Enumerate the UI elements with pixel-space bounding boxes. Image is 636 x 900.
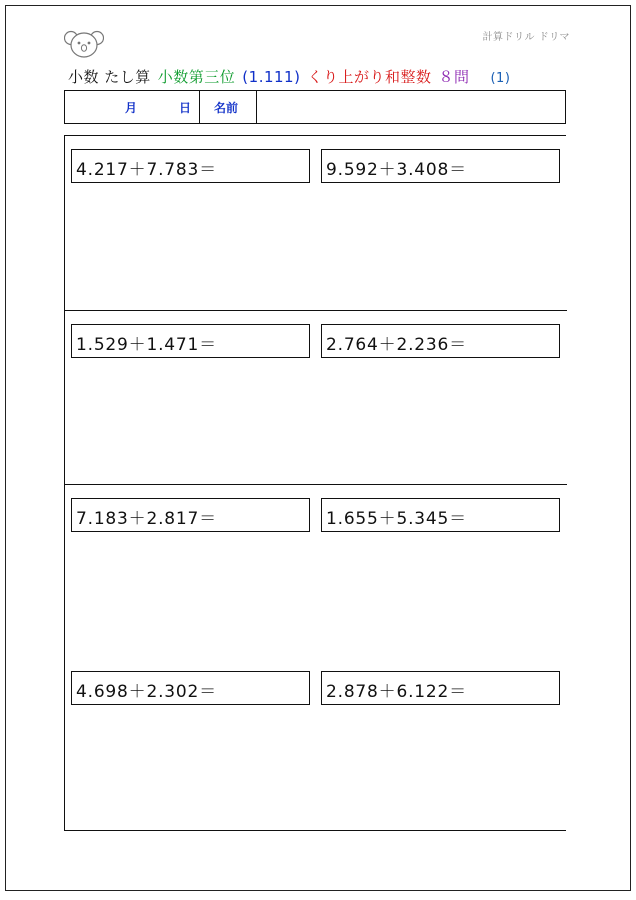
problem-box [321,671,560,705]
title-condition: くり上がり和整数 [307,68,432,86]
worksheet-title [68,66,517,87]
problem-box [321,149,560,183]
day-label: 日 [179,101,192,115]
problem-box [71,498,310,532]
problem-text: 4.698＋2.302＝ [76,682,217,702]
name-label: 名前 [214,101,239,115]
date-cell[interactable] [65,91,200,123]
problem-box [71,324,310,358]
problem-text: 9.592＋3.408＝ [326,160,467,180]
koala-mascot-icon [64,27,104,59]
month-label: 月 [125,101,138,115]
problem-text: 2.764＋2.236＝ [326,335,467,355]
row-divider [65,484,567,485]
brand-label: 計算ドリル ドリマ [482,32,570,43]
title-page-number: (1) [490,71,511,86]
problem-grid [64,135,566,831]
problem-text: 1.655＋5.345＝ [326,509,467,529]
name-date-row [64,90,566,124]
problem-text: 2.878＋6.122＝ [326,682,467,702]
problem-box [321,498,560,532]
title-example: (1.111) [242,68,301,86]
problem-text: 7.183＋2.817＝ [76,509,217,529]
title-count: ８問 [438,68,470,86]
title-topic: 小数 たし算 [68,68,151,86]
problem-box [71,671,310,705]
problem-box [71,149,310,183]
name-label-cell [200,91,257,123]
problem-text: 1.529＋1.471＝ [76,335,217,355]
row-divider [65,310,567,311]
problem-text: 4.217＋7.783＝ [76,160,217,180]
problem-box [321,324,560,358]
title-level: 小数第三位 [157,68,236,86]
